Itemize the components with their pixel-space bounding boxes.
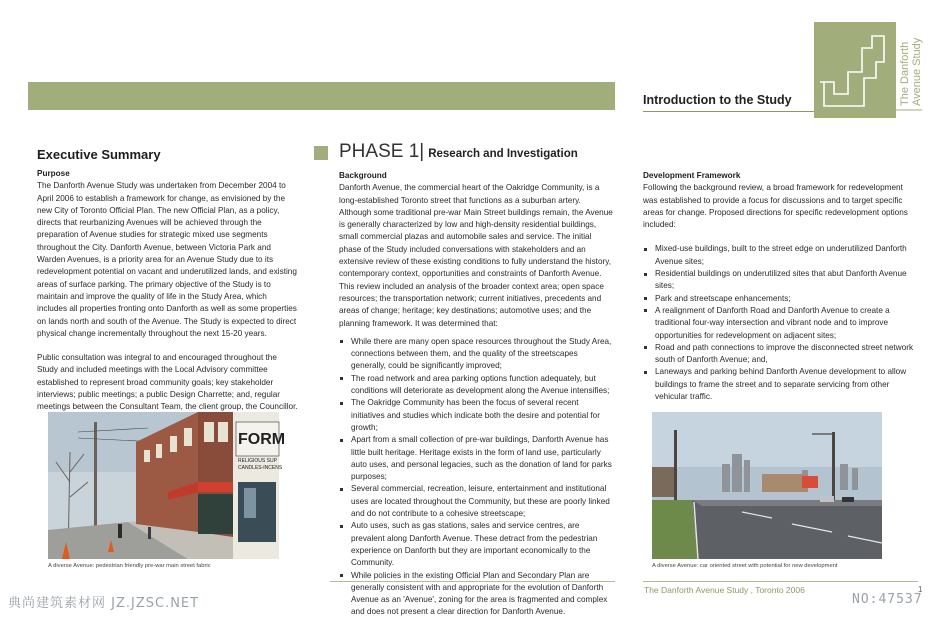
list-item: Apart from a small collection of pre-war buildings, Danforth Avenue has little built heritage. Heritage exists in the form of land use, particularly auto uses, and personal legacies, such as the donation of land for parks purposes;	[351, 434, 614, 483]
watermark-left: 典尚建筑素材网 JZ.JZSC.NET	[8, 596, 200, 611]
phase-heading	[339, 141, 578, 163]
background-text: Danforth Avenue, the commercial heart of the Oakridge Community, is a long-established Toronto street that functions as a suburban artery. Although some traditional pre-war Main Street buildings remain, the Avenue is generally characterized by low and high-density residential buildings, small commercial plazas and automobile sales and service. The initial phase of the Study included conversations with stakeholders and an extensive review of these existing conditions to fully understand the history, contemporary context, opportunities and constraints of Danforth Avenue. This review included an analysis of the broader context area; open space resources; the transportation network; current initiatives, precedents and areas of change; heritage; key destinations; automotive uses; and the planning framework. It was determined that:	[339, 183, 613, 328]
findings-list	[339, 336, 614, 619]
list-item: While there are many open space resources throughout the Study Area, connections between them, and the quality of the streetscapes generally, could be significantly improved;	[351, 336, 614, 373]
development-intro-text: Following the background review, a broad framework for redevelopment was established to provide a focus for discussions and to target specific areas for change. Proposed directions for specific redevelopment options included:	[643, 183, 908, 230]
car-street-photo	[652, 412, 882, 559]
section-title: Introduction to the Study	[643, 93, 792, 107]
logo-line2: Avenue Study	[911, 37, 923, 106]
phase-subtitle: Research and Investigation	[428, 148, 578, 160]
list-item: Road and path connections to improve the disconnected street network south of Danforth Avenue; and,	[655, 342, 915, 367]
footer-text: The Danforth Avenue Study , Toronto 2006	[644, 585, 805, 595]
car-street-photo-caption: A diverse Avenue: car oriented street with potential for new development	[652, 563, 838, 569]
purpose-text: The Danforth Avenue Study was undertaken from December 2004 to April 2006 to establish a framework for change, as envisioned by the new City of Toronto Official Plan. The new Official Plan, as a policy, directs that reurbanizing Avenues will be achieved through the preparation of Avenue studies for strategic mixed use segments throughout the City. Danforth Avenue, between Victoria Park and Warden Avenues, is a priority area for an Avenue Study due to its redevelopment potential on vacant and underutilized lands, and existing areas of surface parking. The primary objective of the Study is to maintain and improve the quality of life in the Study Area, which includes all properties fronting onto Danforth as well as some properties on lands north and south of the Avenue. The Study is expected to direct physical change incrementally throughout the next 15-20 years.	[37, 181, 297, 338]
list-item: Several commercial, recreation, leisure, entertainment and institutional uses are located throughout the Community, but these are poorly linked and do not contribute to a cohesive streetscape;	[351, 483, 614, 520]
list-item: The Oakridge Community has been the focus of several recent initiatives and studies which indicate both the desire and potential for growth;	[351, 397, 614, 434]
phase-marker	[314, 146, 328, 160]
consultation-text: Public consultation was integral to and encouraged throughout the Study and included meetings with the Local Advisory committee established to represent broad community goals; key stakeholder interviews; public meetings; a public Design Charrette; and, regular meetings between the Consultant Team, the client group, the Councillor.	[37, 353, 298, 412]
executive-summary-title: Executive Summary	[37, 147, 161, 162]
page-number: 1	[918, 585, 923, 594]
background-label: Background	[339, 171, 387, 180]
store-sign-sub2: CANDLES-INCENS	[238, 465, 283, 471]
directions-list	[643, 243, 915, 403]
footer-rule-left	[330, 581, 615, 582]
list-item: The road network and area parking options function adequately, but conditions will deteriorate as development along the Avenue intensifies;	[351, 373, 614, 398]
store-sign-text: FORM	[238, 431, 286, 448]
list-item: Residential buildings on underutilized sites that abut Danforth Avenue sites;	[655, 268, 915, 293]
list-item: Auto uses, such as gas stations, sales and service centres, are prevalent along Danforth Avenue. These detract from the pedestrian experience on Danforth but they are important economically to the Community.	[351, 520, 614, 569]
development-framework-label: Development Framework	[643, 171, 741, 180]
purpose-label: Purpose	[37, 169, 70, 178]
study-logo	[814, 22, 922, 118]
store-sign-sub1: RELIGIOUS SUP	[238, 458, 277, 464]
logo-line1: The Danforth	[899, 41, 911, 106]
footer-rule-right	[643, 581, 918, 582]
development-framework-column	[643, 170, 915, 403]
section-title-rule	[643, 111, 823, 112]
list-item: Mixed-use buildings, built to the street edge on underutilized Danforth Avenue sites;	[655, 243, 915, 268]
list-item: Park and streetscape enhancements;	[655, 293, 915, 305]
list-item: While policies in the existing Official Plan and Secondary Plan are generally consistent with and appropriate for the evolution of Danforth Avenue as an 'Avenue', zoning for the area is fragmented and complex and does not present a clear direction for Danforth Avenue.	[351, 570, 614, 619]
main-street-photo	[48, 412, 286, 559]
header-band	[28, 82, 615, 110]
list-item: Laneways and parking behind Danforth Avenue development to allow buildings to frame the street and to separate servicing from other vehicular traffic.	[655, 366, 915, 403]
main-street-photo-caption: A diverse Avenue: pedestrian friendly pre-war main street fabric	[48, 563, 211, 569]
background-column	[339, 170, 614, 619]
watermark-right: NO:47537	[852, 592, 923, 607]
executive-summary-column	[37, 147, 299, 414]
phase-title: PHASE 1|	[339, 141, 425, 162]
list-item: A realignment of Danforth Road and Danforth Avenue to create a traditional four-way intersection and vibrant node and to improve opportunities for redevelopment on adjacent sites;	[655, 305, 915, 342]
